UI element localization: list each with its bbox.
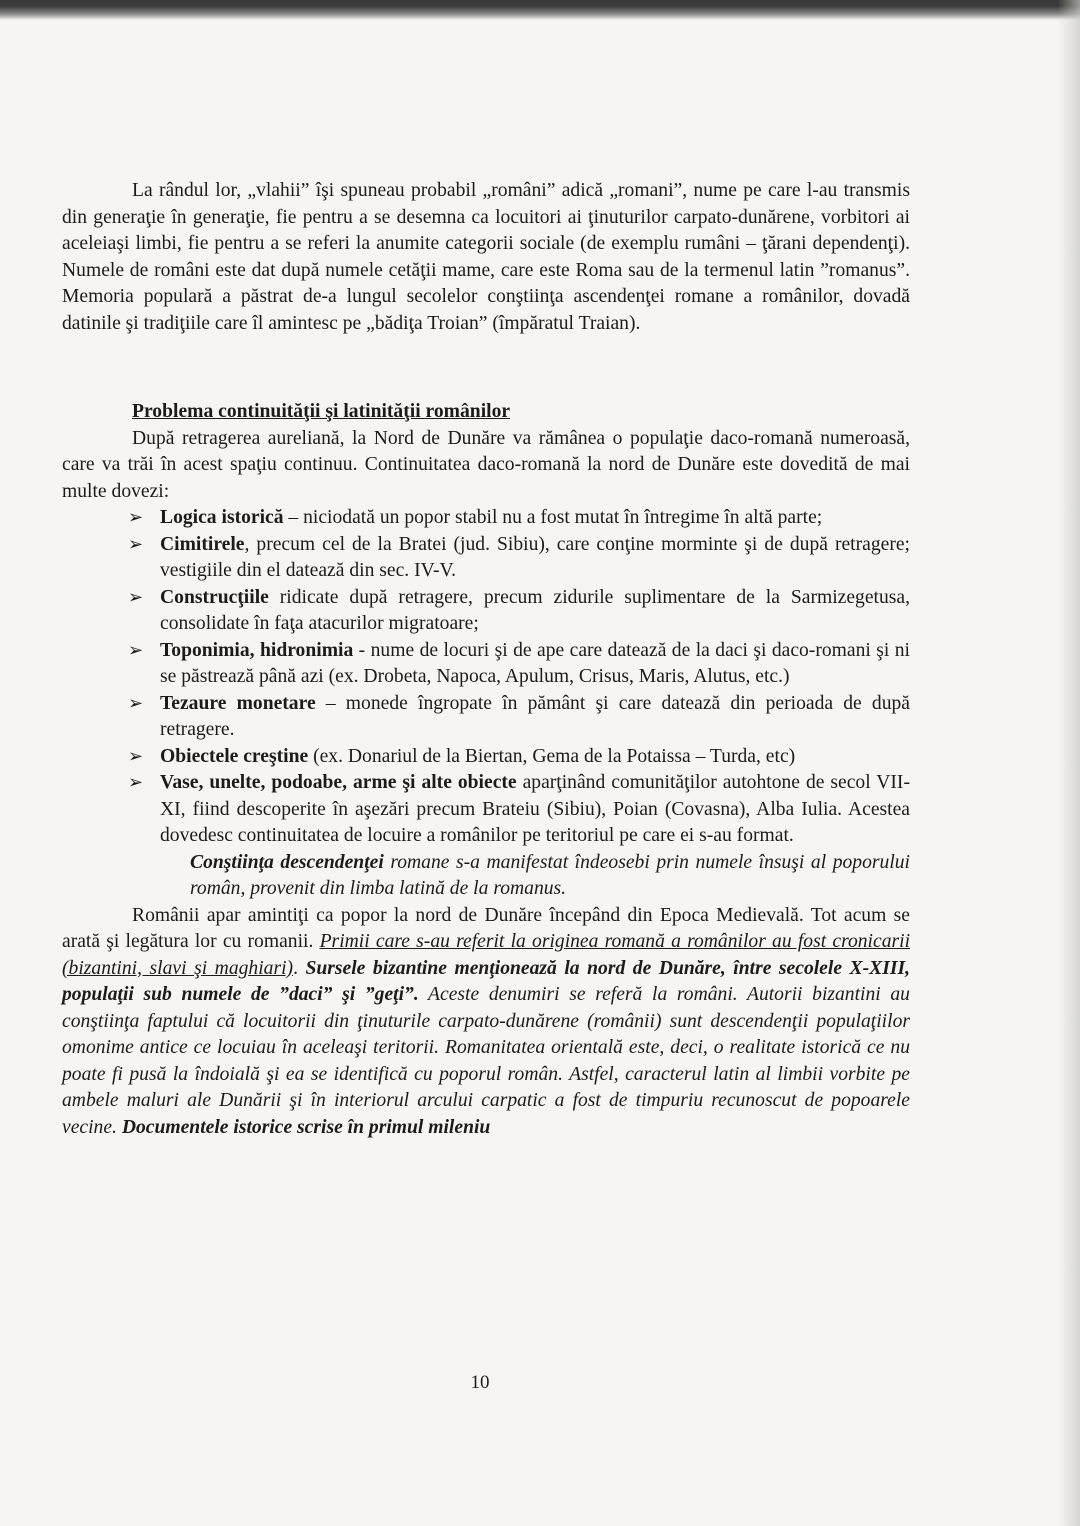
list-item-title: Obiectele creştine	[160, 745, 309, 767]
paragraph-constiinta	[190, 850, 910, 903]
section-heading: Problema continuităţii şi latinităţii românilor	[132, 401, 511, 422]
emphasis-text: Documentele istorice scrise în primul mileniu	[121, 1116, 491, 1138]
scan-right-shadow	[1058, 0, 1080, 1526]
scan-top-edge	[0, 0, 1080, 20]
plain-text: .	[293, 957, 306, 979]
list-item-text: - nume de locuri şi de ape care datează de la daci şi daco-romani şi ni se păstrează până azi (ex. Drobeta, Napoca, Apulum, Crisus, Maris, Alutus, etc.)	[160, 639, 910, 687]
paragraph-retragere: După retragerea aureliană, la Nord de Dunăre va rămânea o populaţie daco-romană numeroasă, care va trăi în acest spaţiu continuu. Continuitatea daco-romană la nord de Dunăre este dovedită de mai multe dovezi:	[62, 427, 910, 502]
spacer	[62, 337, 910, 399]
plain-text: Românii apar amintiţi ca popor la nord de Dunăre începând din Epoca Medievală. Tot acum se arată şi legătura lor cu romanii.	[62, 904, 910, 952]
emphasis-text: Sursele bizantine menţionează la nord de Dunăre, între secolele X-XIII, populaţii sub numele de ”daci” şi ”geţi”.	[62, 957, 910, 1005]
italic-text: romane s-a manifestat îndeosebi prin numele însuşi al poporului român, provenit din limba latină de la romanus.	[190, 851, 910, 899]
italic-text: Aceste denumiri se referă la români. Autorii bizantini au conştiinţa faptului că locuitorii din ţinuturile carpato-dunărene (românii) sunt descendenţii populaţiilor omonime antice ce locuiau în aceleaşi teritorii. Romanitatea orientală este, deci, o realitate istorică ce nu poate fi pusă la îndoială şi ea se identifică cu poporul român. Astfel, caracterul latin al limbii vorbite pe ambele maluri ale Dunării şi în interiorul arcului carpatic a fost de timpuriu recunoscut de popoarele vecine.	[62, 984, 910, 1138]
list-item-text: , precum cel de la Bratei (jud. Sibiu), care conţine morminte şi de după retragere; vestigiile din el datează din sec. IV-V.	[160, 533, 910, 581]
list-item-title: Vase, unelte, podoabe, arme şi alte obiecte	[160, 772, 517, 793]
paragraph-vlahi: La rândul lor, „vlahii” îşi spuneau probabil „români” adică „romani”, nume pe care l-au transmis din generaţie în generaţie, fie pentru a se desemna ca locuitori ai ţinuturilor carpato-dunărene, vorbitori ai aceleiaşi limbi, fie pentru a se referi la anumite categorii sociale (de exemplu rumâni – ţărani dependenţi). Numele de români este dat după numele cetăţii mame, care este Roma sau de la termenul latin ”romanus”. Memoria populară a păstrat de-a lungul secolelor conştiinţa ascendenţei romane a românilor, dovadă datinile şi tradiţiile care îl amintesc pe „bădiţa Troian” (împăratul Traian).	[62, 180, 910, 334]
list-item-text: ridicate după retragere, precum zidurile suplimentare de la Sarmizegetusa, consolidate în faţa atacurilor migratoare;	[160, 586, 910, 634]
list-item	[128, 770, 910, 850]
list-item-title: Logica istorică	[160, 507, 284, 528]
arrowhead-icon: ➢	[128, 745, 144, 767]
list-item-text: (ex. Donariul de la Biertan, Gema de la Potaissa – Turda, etc)	[308, 745, 796, 767]
underlined-text: Primii care s-au referit la originea romană a românilor au fost cronicarii (bizantini, slavi şi maghiari)	[62, 931, 911, 979]
list-item-title: Cimitirele	[160, 533, 245, 555]
evidence-list	[62, 505, 910, 850]
arrowhead-icon: ➢	[128, 533, 144, 555]
list-item	[128, 691, 910, 744]
document-page	[62, 178, 910, 1141]
list-item-title: Toponimia, hidronimia	[160, 639, 354, 661]
list-item-text: – monede îngropate în pământ şi care datează din perioada de după retragere.	[160, 692, 910, 740]
arrowhead-icon: ➢	[128, 692, 144, 714]
arrowhead-icon: ➢	[128, 639, 144, 661]
list-item-text: aparţinând comunităţilor autohtone de secol VII-XI, fiind descoperite în aşezări precum Brateiu (Sibiu), Poian (Covasna), Alba Iulia. Acestea dovedesc continuitatea de locuire a românilor pe teritoriul pe care ei s-au format.	[160, 772, 910, 846]
list-item-title: Construcţiile	[160, 586, 269, 608]
list-item	[128, 585, 910, 638]
emphasis-text: Conştiinţa descendenţei	[190, 851, 384, 873]
arrowhead-icon: ➢	[128, 772, 144, 793]
list-item-text: – niciodată un popor stabil nu a fost mutat în întregime în altă parte;	[283, 507, 823, 528]
arrowhead-icon: ➢	[128, 586, 144, 608]
arrowhead-icon: ➢	[128, 507, 144, 528]
list-item	[128, 505, 910, 532]
paragraph-romanii	[62, 903, 910, 1142]
list-item	[128, 638, 910, 691]
list-item	[128, 744, 910, 771]
page-number: 10	[470, 1372, 490, 1393]
list-item	[128, 532, 910, 585]
list-item-title: Tezaure monetare	[160, 692, 316, 714]
